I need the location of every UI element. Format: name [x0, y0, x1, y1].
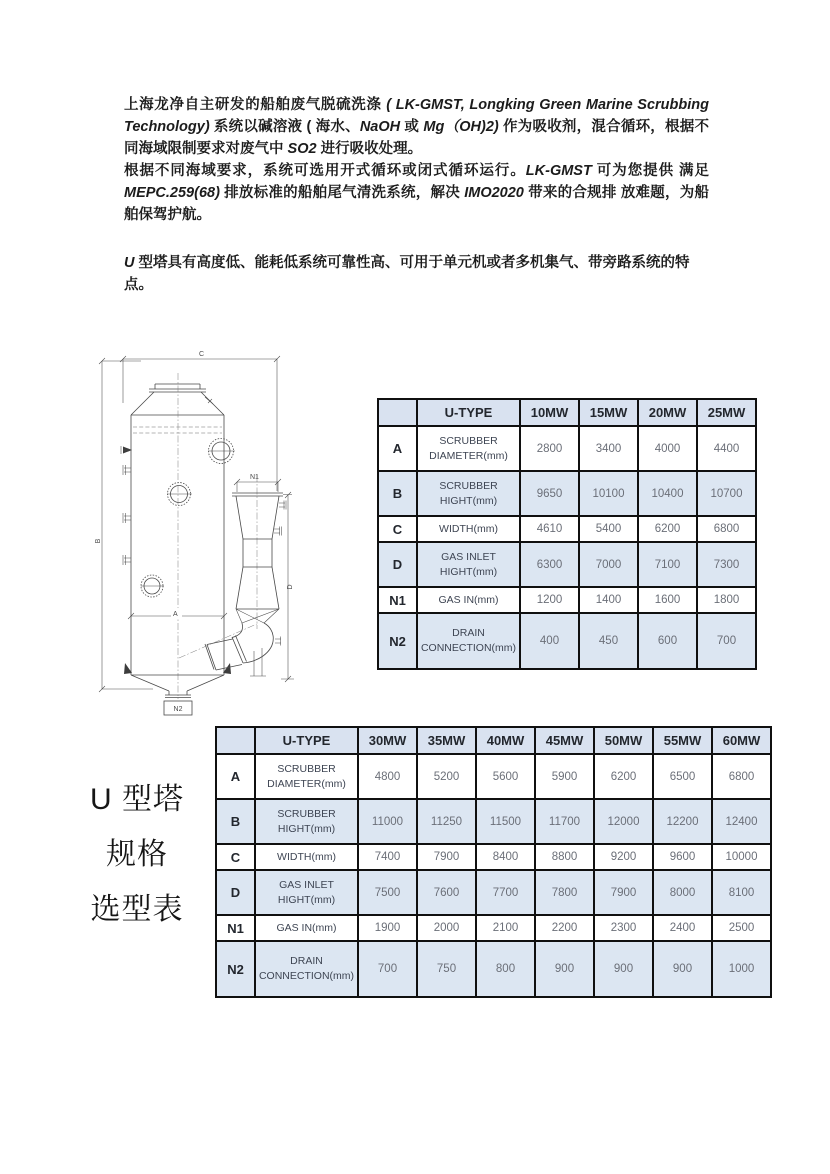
table-header-20mw: 20MW [638, 399, 697, 426]
table-header-utype: U-TYPE [417, 399, 520, 426]
spec-value: 1600 [638, 587, 697, 613]
dimension-label-b: B [95, 538, 102, 544]
row-label: DRAIN CONNECTION(mm) [255, 941, 358, 997]
spec-value: 2500 [712, 915, 771, 941]
spec-value: 10400 [638, 471, 697, 516]
spec-value: 7900 [594, 870, 653, 915]
spec-value: 7800 [535, 870, 594, 915]
spec-row-c [216, 844, 771, 870]
row-key: N2 [378, 613, 417, 669]
spec-value: 5600 [476, 754, 535, 799]
manhole-middle [167, 483, 192, 506]
spec-value: 6300 [520, 542, 579, 587]
latin-text-segment: MEPC.259(68) [124, 185, 220, 201]
side-title-line-1: U 型塔 [90, 783, 184, 816]
spec-row-d [378, 542, 756, 587]
dimension-label-a: A [173, 611, 178, 618]
spec-row-d [216, 870, 771, 915]
spec-value: 8400 [476, 844, 535, 870]
spec-row-b [378, 471, 756, 516]
table-header-40mw: 40MW [476, 727, 535, 754]
spec-value: 7100 [638, 542, 697, 587]
spec-table-10-25mw [377, 398, 757, 670]
table-header-30mw: 30MW [358, 727, 417, 754]
table-header-utype: U-TYPE [255, 727, 358, 754]
latin-text-segment: U [124, 255, 135, 271]
row-label: GAS IN(mm) [417, 587, 520, 613]
chinese-text-segment: 或 [400, 119, 424, 135]
spec-value: 8100 [712, 870, 771, 915]
table-header-45mw: 45MW [535, 727, 594, 754]
chinese-text-segment: 上海龙净自主研发的船舶废气脱硫洗涤 [124, 97, 387, 113]
table-header-15mw: 15MW [579, 399, 638, 426]
manhole-lower-left [141, 575, 164, 597]
table-header-blank [378, 399, 417, 426]
spec-value: 7000 [579, 542, 638, 587]
table-header-row [216, 727, 771, 754]
row-label: SCRUBBER DIAMETER(mm) [255, 754, 358, 799]
row-key: A [378, 426, 417, 471]
chinese-text-segment: 排放标准的船舶尾气清洗系统，解决 [219, 185, 465, 201]
spec-value: 2000 [417, 915, 476, 941]
table-header-55mw: 55MW [653, 727, 712, 754]
table-side-title [72, 772, 202, 937]
chinese-text-segment: 系统以碱溶液 ( 海水、 [209, 119, 360, 135]
spec-value: 450 [579, 613, 638, 669]
chinese-text-segment: 根据不同海域要求，系统可选用开式循环或闭式循环运行。 [124, 163, 526, 179]
row-key: C [216, 844, 255, 870]
row-key: B [216, 799, 255, 844]
table-header-60mw: 60MW [712, 727, 771, 754]
spec-value: 11250 [417, 799, 476, 844]
spec-value: 9650 [520, 471, 579, 516]
spec-value: 7900 [417, 844, 476, 870]
spec-value: 8000 [653, 870, 712, 915]
spec-value: 5900 [535, 754, 594, 799]
spec-value: 11700 [535, 799, 594, 844]
spec-value: 12000 [594, 799, 653, 844]
row-label: SCRUBBER HIGHT(mm) [417, 471, 520, 516]
spec-value: 1000 [712, 941, 771, 997]
row-key: B [378, 471, 417, 516]
spec-value: 2300 [594, 915, 653, 941]
gas-inlet-duct [179, 474, 286, 676]
chinese-text-segment: 进行吸收处理。 [316, 141, 423, 157]
feature-paragraph [124, 252, 709, 296]
latin-text-segment: NaOH [359, 119, 401, 135]
spec-value: 700 [358, 941, 417, 997]
spec-value: 800 [476, 941, 535, 997]
spec-value: 10000 [712, 844, 771, 870]
spec-row-n2 [378, 613, 756, 669]
spec-value: 900 [594, 941, 653, 997]
row-key: N1 [216, 915, 255, 941]
row-key: D [378, 542, 417, 587]
spec-value: 1200 [520, 587, 579, 613]
spec-value: 8800 [535, 844, 594, 870]
dimension-label-n1: N1 [250, 474, 259, 481]
spec-value: 750 [417, 941, 476, 997]
row-label: GAS INLET HIGHT(mm) [255, 870, 358, 915]
spec-value: 6500 [653, 754, 712, 799]
table-header-10mw: 10MW [520, 399, 579, 426]
spec-value: 6200 [594, 754, 653, 799]
row-label: WIDTH(mm) [417, 516, 520, 542]
spec-value: 7700 [476, 870, 535, 915]
dimension-label-d: D [287, 584, 294, 590]
spec-value: 6800 [697, 516, 756, 542]
spec-value: 7600 [417, 870, 476, 915]
row-label: GAS INLET HIGHT(mm) [417, 542, 520, 587]
spec-row-b [216, 799, 771, 844]
spec-value: 3400 [579, 426, 638, 471]
intro-paragraph-2 [124, 160, 709, 226]
spec-value: 11500 [476, 799, 535, 844]
spec-value: 2200 [535, 915, 594, 941]
table-header-50mw: 50MW [594, 727, 653, 754]
intro-paragraph-1 [124, 94, 709, 160]
spec-value: 2100 [476, 915, 535, 941]
spec-value: 12200 [653, 799, 712, 844]
side-title-line-2: 规格 [106, 838, 168, 871]
row-label: GAS IN(mm) [255, 915, 358, 941]
spec-row-n1 [378, 587, 756, 613]
spec-value: 7500 [358, 870, 417, 915]
latin-text-segment: ( LK-GMST, Longking Green Marine Scrubbing Technology) [124, 97, 710, 135]
spec-row-a [216, 754, 771, 799]
spec-value: 4610 [520, 516, 579, 542]
scrubber-technical-drawing [95, 345, 325, 717]
chinese-text-segment: 带来的合规排 放难题，为船舶保驾护航。 [124, 185, 709, 223]
spec-value: 2400 [653, 915, 712, 941]
row-key: D [216, 870, 255, 915]
dimension-a [128, 608, 227, 619]
row-key: N1 [378, 587, 417, 613]
spec-value: 900 [653, 941, 712, 997]
spec-value: 1900 [358, 915, 417, 941]
spec-value: 4000 [638, 426, 697, 471]
table-header-25mw: 25MW [697, 399, 756, 426]
spec-value: 1800 [697, 587, 756, 613]
dimension-b [95, 358, 153, 692]
spec-value: 10700 [697, 471, 756, 516]
spec-value: 6200 [638, 516, 697, 542]
spec-value: 4400 [697, 426, 756, 471]
spec-value: 5200 [417, 754, 476, 799]
drain-label-n2: N2 [173, 706, 183, 713]
spec-value: 900 [535, 941, 594, 997]
dimension-d [281, 492, 294, 682]
spec-value: 12400 [712, 799, 771, 844]
spec-value: 4800 [358, 754, 417, 799]
spec-table-30-60mw [215, 726, 772, 998]
row-key: A [216, 754, 255, 799]
latin-text-segment: IMO2020 [464, 185, 524, 201]
row-key: C [378, 516, 417, 542]
side-nozzles [121, 446, 132, 565]
latin-text-segment: Mg（OH)2) [423, 119, 499, 135]
spec-value: 11000 [358, 799, 417, 844]
latin-text-segment: SO2 [287, 141, 317, 157]
table-header-blank [216, 727, 255, 754]
scrubber-drawing-svg [95, 345, 325, 717]
spec-value: 9200 [594, 844, 653, 870]
intro-text-block [124, 94, 709, 296]
spec-row-a [378, 426, 756, 471]
spec-value: 7300 [697, 542, 756, 587]
row-label: DRAIN CONNECTION(mm) [417, 613, 520, 669]
row-label: SCRUBBER HIGHT(mm) [255, 799, 358, 844]
spec-value: 9600 [653, 844, 712, 870]
table-header-row [378, 399, 756, 426]
manhole-upper-right [208, 439, 235, 464]
table-header-35mw: 35MW [417, 727, 476, 754]
spec-value: 1400 [579, 587, 638, 613]
row-label: WIDTH(mm) [255, 844, 358, 870]
spec-value: 700 [697, 613, 756, 669]
spec-value: 400 [520, 613, 579, 669]
latin-text-segment: LK-GMST [525, 163, 592, 179]
spec-row-c [378, 516, 756, 542]
spec-value: 10100 [579, 471, 638, 516]
chinese-text-segment: 型塔具有高度低、能耗低系统可靠性高、可用于单元机或者多机集气、带旁路系统的特点。 [124, 255, 690, 293]
row-key: N2 [216, 941, 255, 997]
spec-value: 2800 [520, 426, 579, 471]
scrubber-tower-outline [131, 373, 224, 699]
chinese-text-segment: 作为吸收剂，混合循环，根据不同海域限制要求对废气中 [124, 119, 709, 157]
dimension-c [120, 351, 280, 491]
side-title-line-3: 选型表 [90, 893, 184, 926]
spec-row-n2 [216, 941, 771, 997]
spec-row-n1 [216, 915, 771, 941]
row-label: SCRUBBER DIAMETER(mm) [417, 426, 520, 471]
dimension-label-c: C [199, 351, 205, 358]
spec-value: 6800 [712, 754, 771, 799]
chinese-text-segment: 可为您提供 满足 [591, 163, 710, 179]
spec-value: 5400 [579, 516, 638, 542]
spec-value: 600 [638, 613, 697, 669]
spec-value: 7400 [358, 844, 417, 870]
